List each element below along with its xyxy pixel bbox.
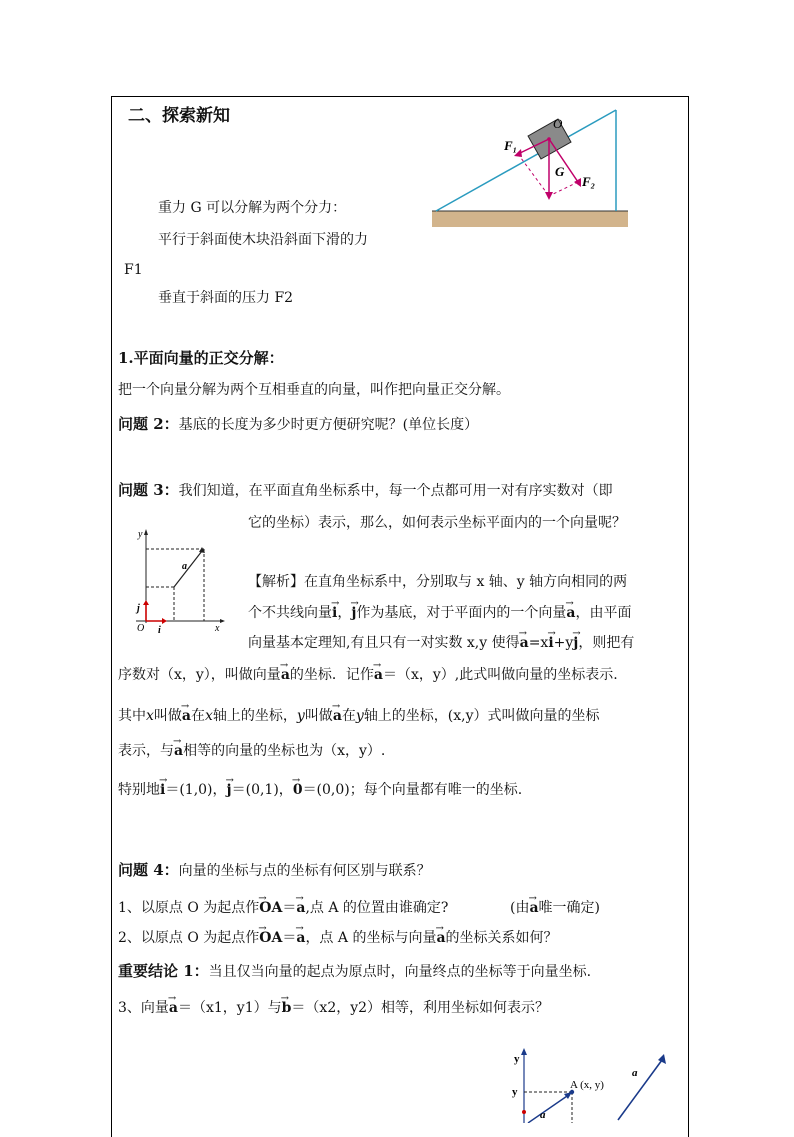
vector-oa bbox=[528, 1094, 570, 1123]
question-4: 问题 4：向量的坐标与点的坐标有何区别与联系？ bbox=[118, 861, 431, 879]
incline-slope bbox=[436, 110, 616, 211]
svg-text:y: y bbox=[514, 1053, 520, 1065]
svg-text:a: a bbox=[540, 1109, 546, 1121]
svg-text:a: a bbox=[632, 1067, 638, 1079]
special-vectors: 特别地→ i＝(1,0)，→ j＝(0,1)，→ 0＝(0,0)；每个向量都有唯一的坐标. bbox=[118, 780, 522, 800]
svg-text:x: x bbox=[215, 623, 220, 634]
svg-text:a: a bbox=[182, 561, 187, 572]
incline-figure bbox=[428, 104, 630, 232]
point-a-figure bbox=[508, 1046, 674, 1123]
item-1: 1、以原点 O 为起点作→ OA＝→ a,点 A 的位置由谁确定? bbox=[118, 898, 448, 918]
label-f1: F₁ bbox=[504, 138, 518, 153]
ground bbox=[432, 211, 628, 227]
para2-line2: 表示，与→ a相等的向量的坐标也为（x，y）. bbox=[118, 741, 385, 761]
vector-a-free bbox=[618, 1060, 662, 1120]
label-o: O bbox=[553, 116, 563, 131]
item-1-answer: (由→ a唯一确定) bbox=[510, 898, 600, 918]
section-title: 二、探索新知 bbox=[128, 106, 230, 126]
svg-text:O: O bbox=[137, 623, 145, 634]
part1-heading: 1.平面向量的正交分解： bbox=[118, 349, 284, 367]
analysis-line4: 序数对（x，y），叫做向量→ a的坐标．记作→ a＝（x，y）,此式叫做向量的坐标表示. bbox=[118, 665, 618, 685]
svg-text:i: i bbox=[158, 625, 161, 635]
svg-text:y: y bbox=[512, 1086, 518, 1098]
intro-line1: 重力 G 可以分解为两个分力： bbox=[158, 200, 347, 216]
analysis-line2: 个不共线向量→ i，→ j作为基底，对于平面内的一个向量→ a，由平面 bbox=[248, 603, 631, 623]
item-2: 2、以原点 O 为起点作→ OA＝→ a，点 A 的坐标与向量→ a的坐标关系如何？ bbox=[118, 928, 558, 948]
intro-line2b: F1 bbox=[124, 262, 143, 278]
analysis-line1: 【解析】在直角坐标系中，分别取与 x 轴、y 轴方向相同的两 bbox=[248, 574, 628, 590]
intro-line2: 平行于斜面使木块沿斜面下滑的力 bbox=[158, 232, 368, 248]
item-3: 3、向量→ a＝（x1，y1）与→ b＝（x2，y2）相等，利用坐标如何表示？ bbox=[118, 998, 549, 1018]
label-g: G bbox=[555, 164, 565, 179]
question-3-line2: 它的坐标）表示，那么，如何表示坐标平面内的一个向量呢？ bbox=[248, 515, 626, 531]
question-2: 问题 2：基底的长度为多少时更方便研究呢？(单位长度） bbox=[118, 415, 479, 433]
vector-a bbox=[174, 551, 202, 587]
coordinate-figure bbox=[126, 527, 226, 635]
label-f2: F₂ bbox=[582, 174, 596, 189]
svg-text:j: j bbox=[137, 603, 140, 614]
question-3: 问题 3：我们知道，在平面直角坐标系中，每一个点都可用一对有序实数对（即 bbox=[118, 481, 613, 499]
conclusion-1: 重要结论 1：当且仅当向量的起点为原点时，向量终点的坐标等于向量坐标. bbox=[118, 962, 592, 980]
intro-line3: 垂直于斜面的压力 F2 bbox=[158, 290, 294, 306]
svg-text:y: y bbox=[138, 529, 143, 540]
para2-line1: 其中x叫做→ a在x轴上的坐标，y叫做→ a在y轴上的坐标，(x,y）式叫做向量的坐标 bbox=[118, 706, 600, 726]
svg-text:A (x, y): A (x, y) bbox=[570, 1079, 604, 1091]
analysis-line3: 向量基本定理知,有且只有一对实数 x,y 使得→ a=x→ i+y→ j，则把有 bbox=[248, 633, 634, 653]
part1-text: 把一个向量分解为两个互相垂直的向量，叫作把向量正交分解。 bbox=[118, 382, 510, 398]
